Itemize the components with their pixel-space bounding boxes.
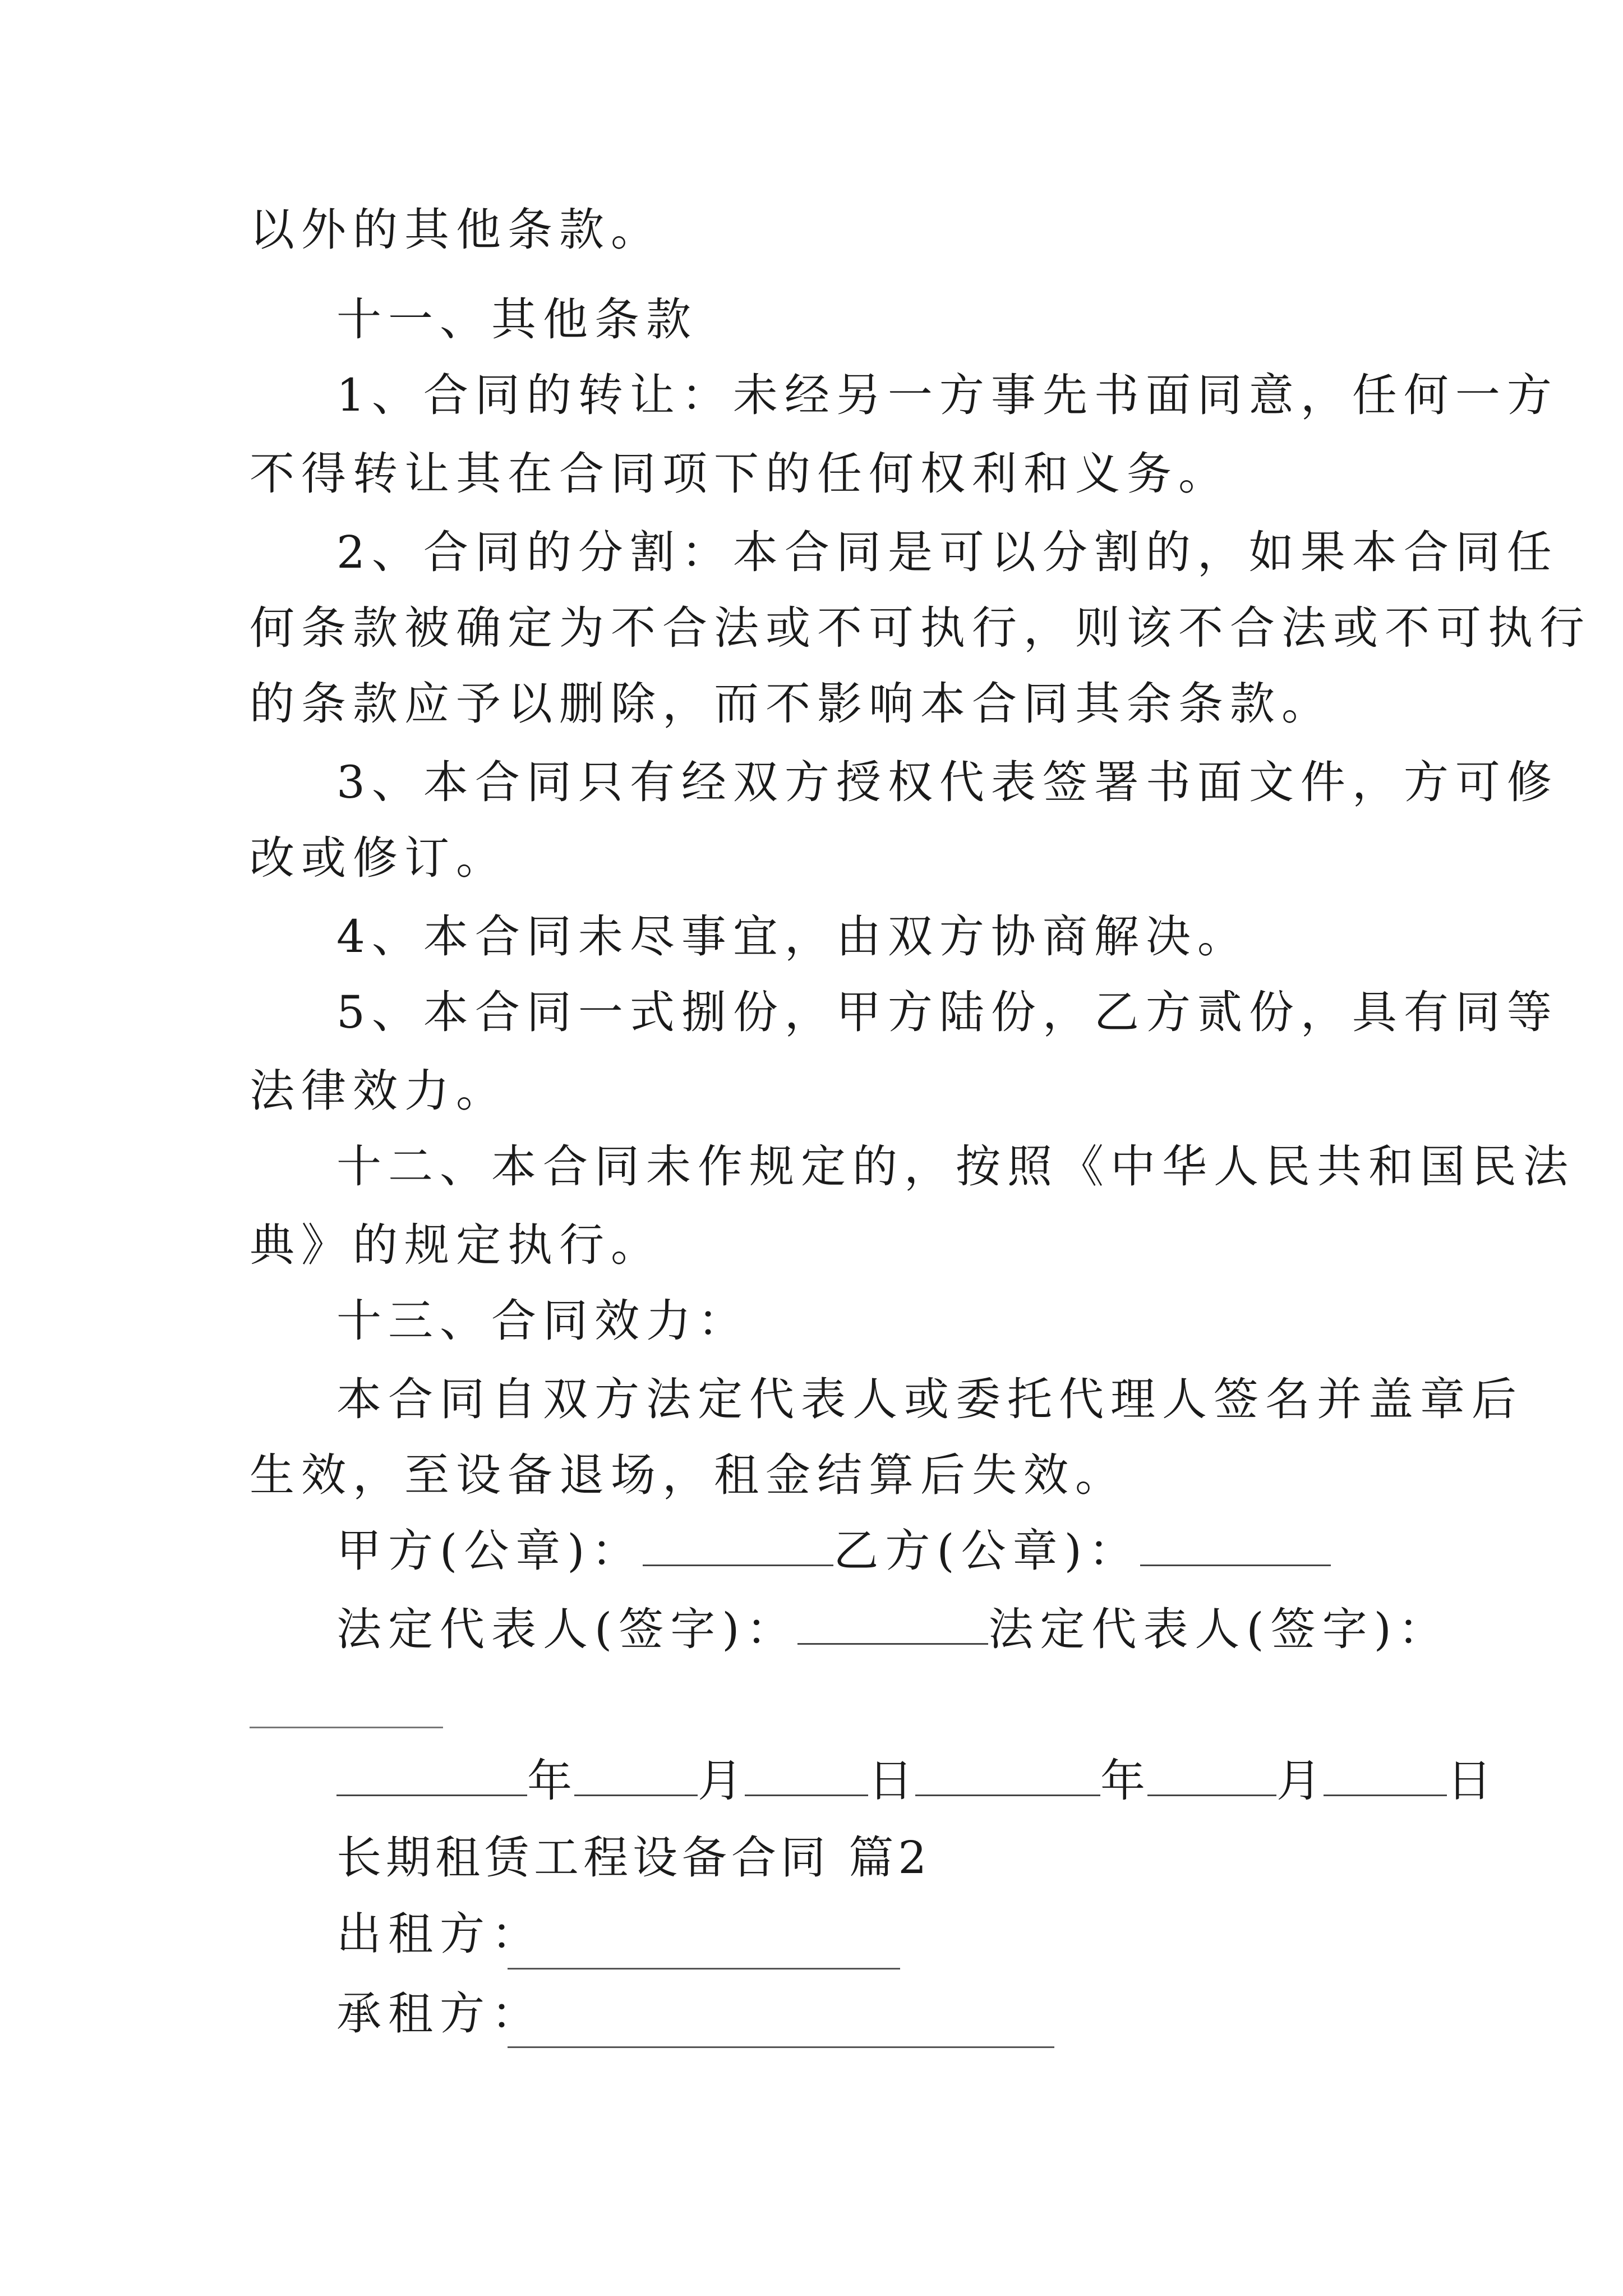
day-b-blank	[1324, 1755, 1447, 1796]
rep-b-blank	[250, 1727, 443, 1728]
lessee-label: 承租方：	[336, 1987, 543, 2040]
text-line-16: 本合同自双方法定代表人或委托代理人签名并盖章后	[336, 1373, 1523, 1425]
text-line-9: 改或修订。	[250, 832, 508, 884]
year-a-label: 年	[527, 1755, 574, 1807]
text-line-3: 1、合同的转让：未经另一方事先书面同意，任何一方	[336, 369, 1559, 421]
lessor-label: 出租方：	[336, 1908, 543, 1960]
party-a-seal-blank	[643, 1525, 833, 1566]
party-a-seal-label: 甲方(公章)：	[336, 1525, 643, 1577]
rep-a-blank	[797, 1604, 988, 1645]
text-line-8: 3、本合同只有经双方授权代表签署书面文件，方可修	[336, 756, 1559, 808]
section-heading-12: 十二、本合同未作规定的，按照《中华人民共和国民法	[336, 1140, 1575, 1193]
day-b-label: 日	[1447, 1755, 1494, 1807]
year-b-label: 年	[1100, 1755, 1147, 1807]
next-section-title: 长期租赁工程设备合同 篇2	[336, 1832, 932, 1884]
section-heading-11: 十一、其他条款	[336, 293, 698, 346]
month-a-label: 月	[698, 1755, 745, 1807]
lessee-blank	[508, 2046, 1054, 2048]
party-b-seal-blank	[1140, 1525, 1331, 1566]
rep-a-label: 法定代表人(签字)：	[336, 1603, 798, 1655]
month-b-blank	[1147, 1755, 1276, 1796]
lessor-blank	[508, 1968, 900, 1970]
month-a-blank	[574, 1755, 698, 1796]
year-a-blank	[336, 1755, 527, 1796]
section-heading-13: 十三、合同效力：	[336, 1295, 749, 1347]
month-b-label: 月	[1276, 1755, 1324, 1807]
year-b-blank	[915, 1755, 1100, 1796]
date-line	[336, 1753, 1494, 1809]
text-line-17: 生效，至设备退场，租金结算后失效。	[250, 1449, 1127, 1501]
representative-line	[336, 1602, 1450, 1658]
text-line-1: 以外的其他条款。	[250, 204, 662, 256]
day-a-blank	[745, 1755, 868, 1796]
day-a-label: 日	[868, 1755, 915, 1807]
seal-line	[336, 1523, 1331, 1579]
text-line-5: 2、合同的分割：本合同是可以分割的，如果本合同任	[336, 526, 1559, 578]
text-line-11: 5、本合同一式捌份，甲方陆份，乙方贰份，具有同等	[336, 986, 1559, 1038]
text-line-12: 法律效力。	[250, 1065, 508, 1117]
text-line-10: 4、本合同未尽事宜，由双方协商解决。	[336, 910, 1249, 963]
text-line-7: 的条款应予以删除，而不影响本合同其余条款。	[250, 678, 1333, 730]
text-line-4: 不得转让其在合同项下的任何权利和义务。	[250, 448, 1230, 500]
text-line-14: 典》的规定执行。	[250, 1219, 662, 1271]
text-line-6: 何条款被确定为不合法或不可执行，则该不合法或不可执行	[250, 602, 1591, 654]
rep-b-label: 法定代表人(签字)：	[988, 1603, 1450, 1655]
party-b-seal-label: 乙方(公章)：	[833, 1525, 1140, 1577]
